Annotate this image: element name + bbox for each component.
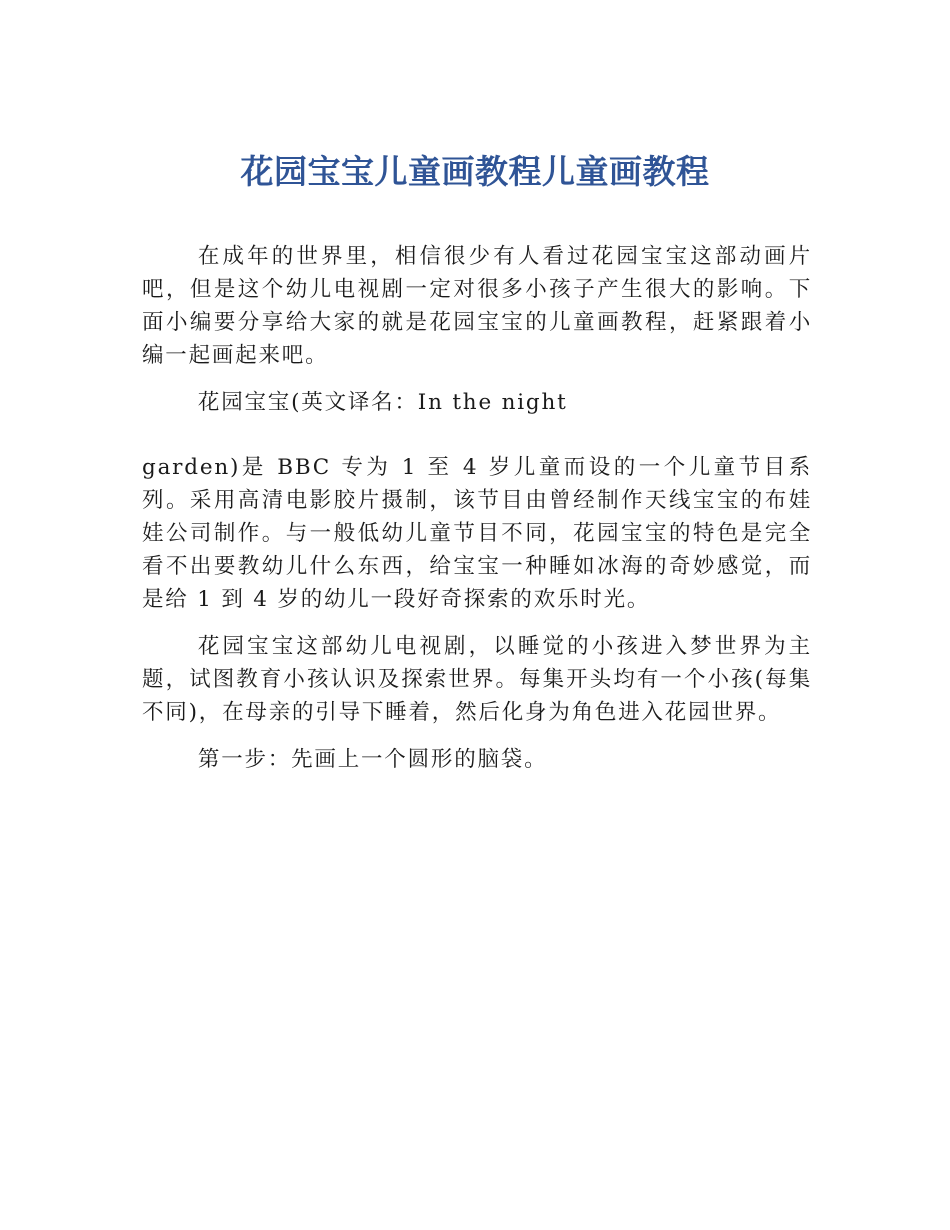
document-body <box>142 240 812 776</box>
paragraph-step-one: 第一步：先画上一个圆形的脑袋。 <box>197 747 548 772</box>
paragraph-bbc-description: garden)是 BBC 专为 1 至 4 岁儿童而设的一个儿童节目系列。采用高清电影胶片摄制，该节目由曾经制作天线宝宝的布娃娃公司制作。与一般低幼儿童节目不同，花园宝宝的特色是完全看不出要教幼儿什么东西，给宝宝一种睡如冰海的奇妙感觉，而是给 1 到 4 岁的幼儿一段好奇探索的欢乐时光。 <box>142 455 812 612</box>
document-title: 花园宝宝儿童画教程儿童画教程 <box>240 152 710 191</box>
paragraph-theme: 花园宝宝这部幼儿电视剧，以睡觉的小孩进入梦世界为主题，试图教育小孩认识及探索世界。每集开头均有一个小孩(每集不同)，在母亲的引导下睡着，然后化身为角色进入花园世界。 <box>142 634 812 725</box>
paragraph-intro: 在成年的世界里，相信很少有人看过花园宝宝这部动画片吧，但是这个幼儿电视剧一定对很多小孩子产生很大的影响。下面小编要分享给大家的就是花园宝宝的儿童画教程，赶紧跟着小编一起画起来吧。 <box>142 244 812 368</box>
paragraph-english-name: 花园宝宝(英文译名：In the night <box>197 390 568 415</box>
